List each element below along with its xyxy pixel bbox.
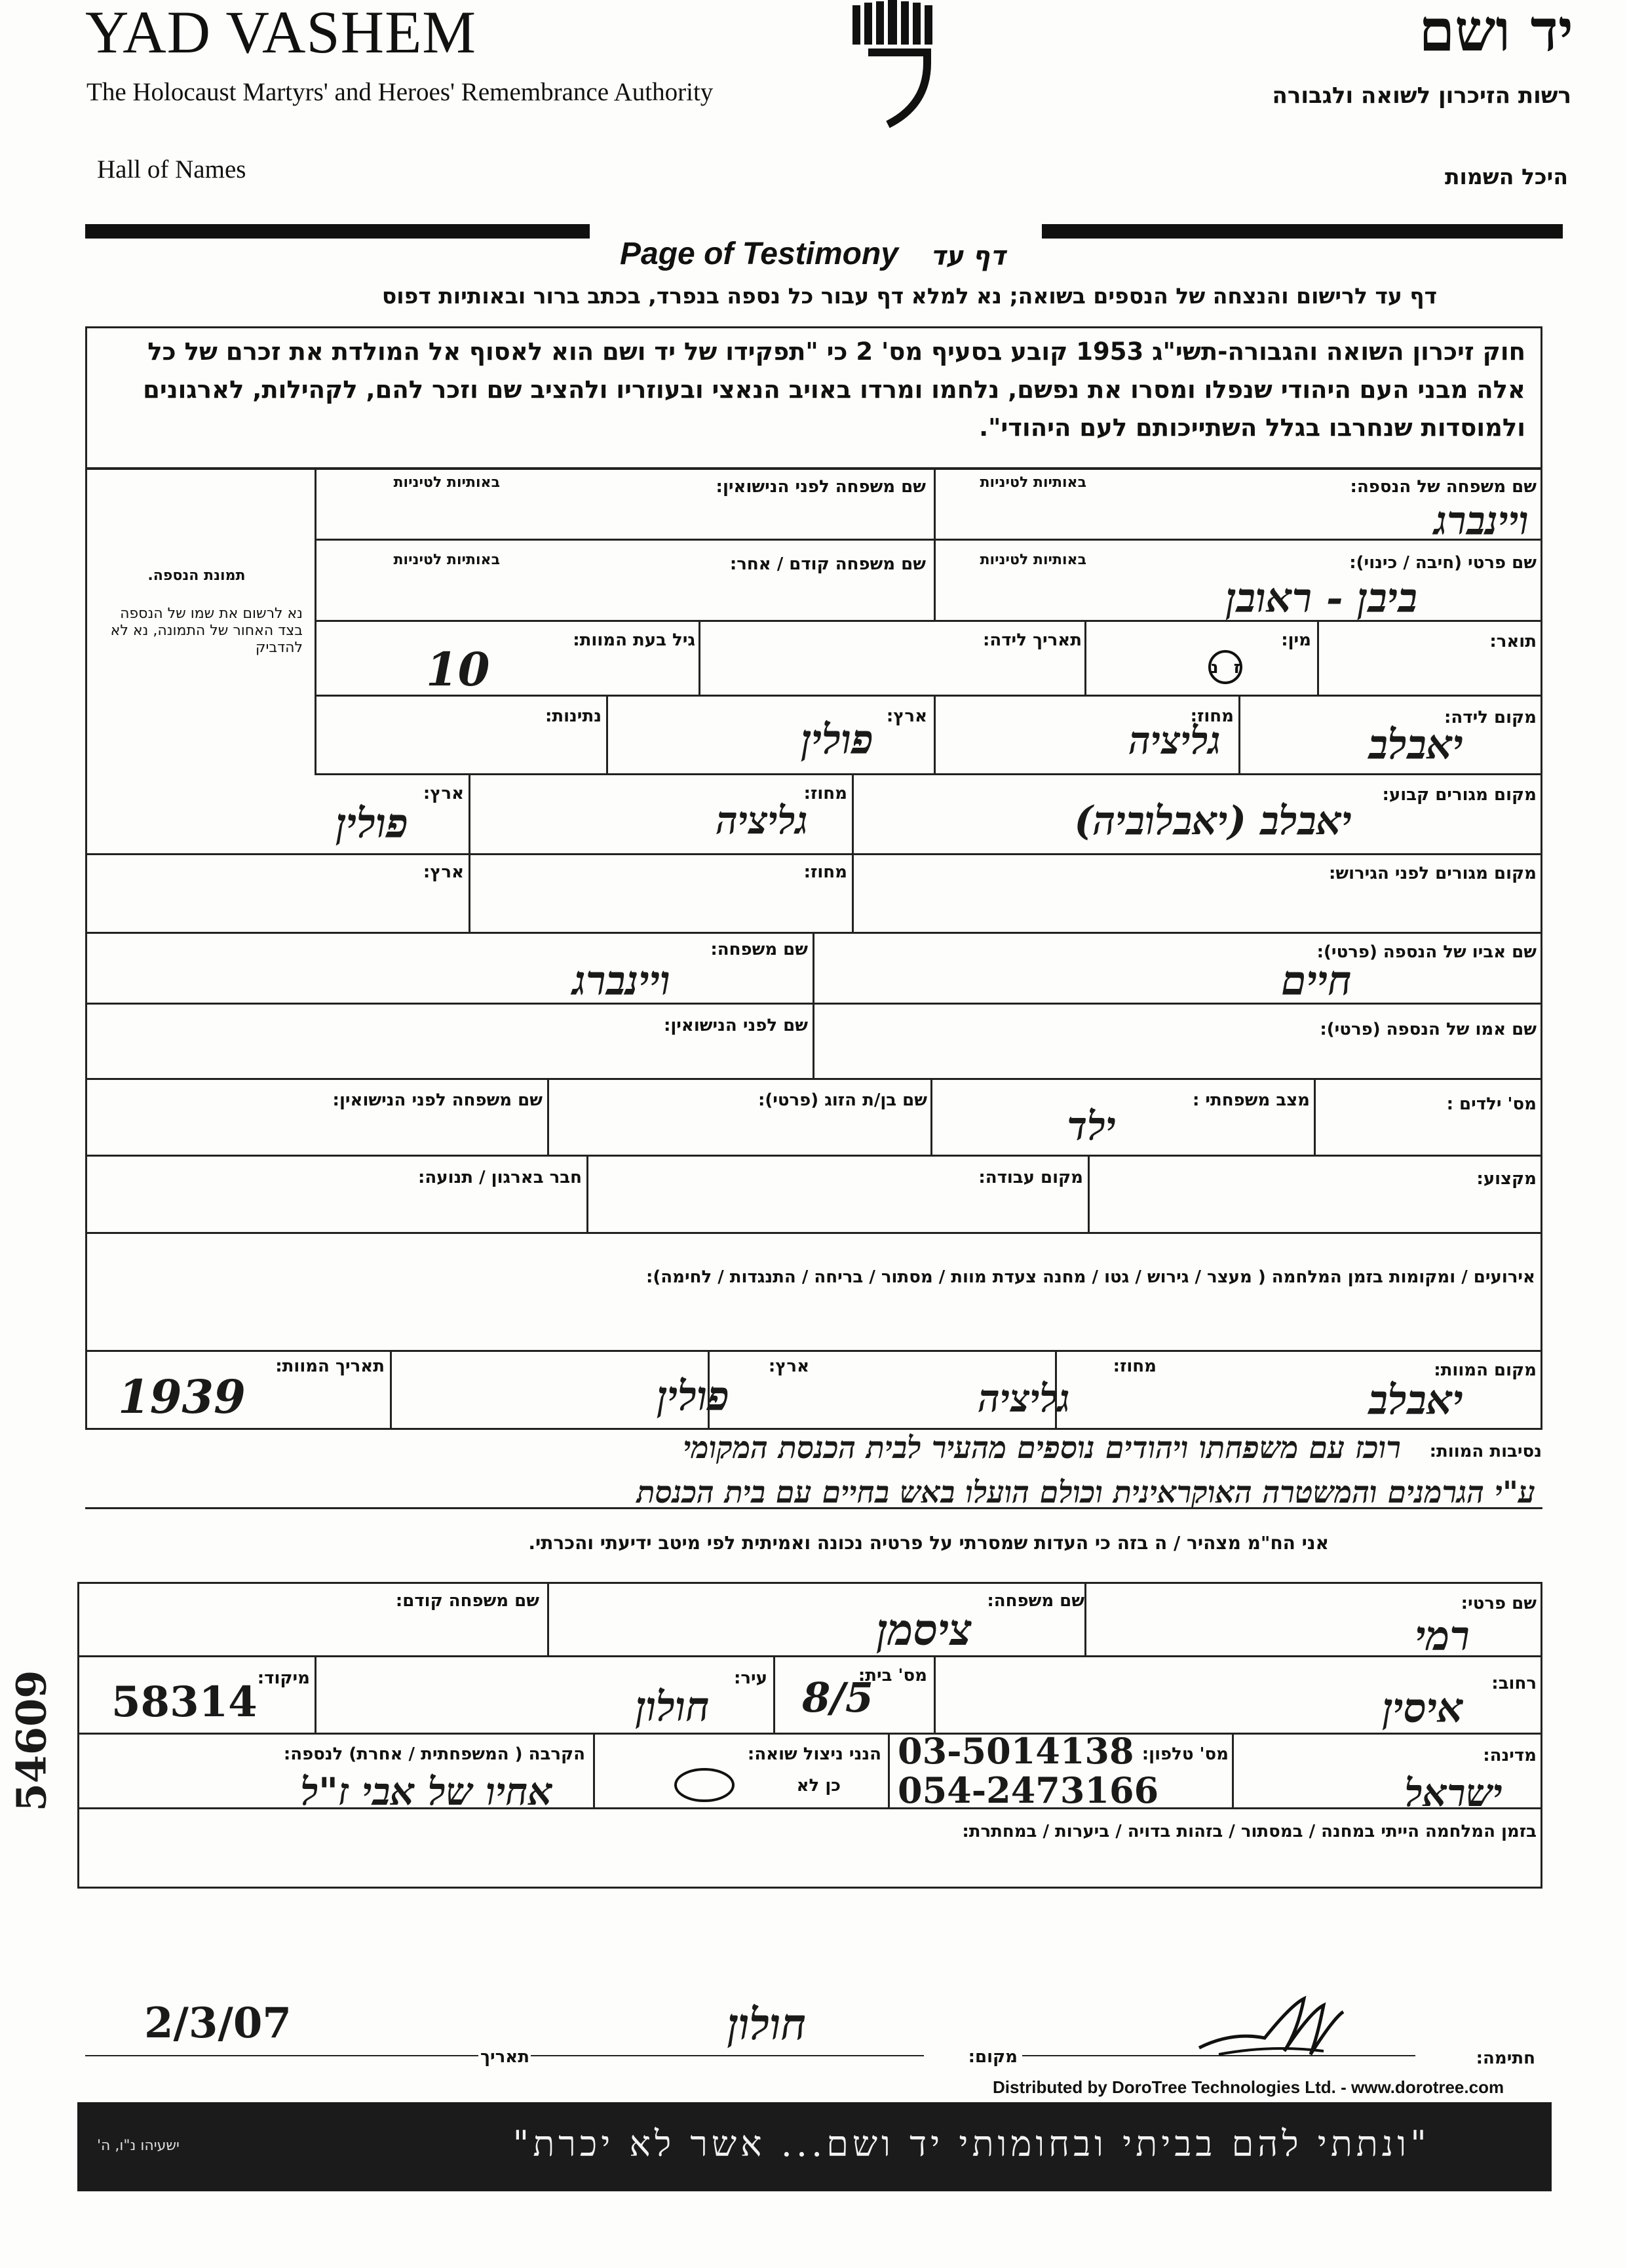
- witness-first-name: רמי: [1415, 1612, 1470, 1660]
- label-latin-4: באותיות לטיניות: [393, 552, 500, 568]
- victim-surname: ויינברג: [1434, 498, 1529, 544]
- label-house: מס' בית:: [858, 1666, 927, 1685]
- label-maiden-name: שם משפחה לפני הנישואין:: [716, 477, 926, 497]
- label-birth-place: מקום לידה:: [1444, 708, 1537, 727]
- death-country: פולין: [657, 1372, 729, 1420]
- father-name: חיים: [1281, 957, 1352, 1005]
- label-workplace: מקום עבודה:: [978, 1168, 1083, 1187]
- label-father: שם אביו של הנספה (פרטי):: [1316, 942, 1537, 962]
- relation: אחיו של אבי ז"ל: [300, 1769, 552, 1814]
- label-prev-surname: שם משפחה קודם / אחר:: [729, 554, 926, 574]
- label-pre-deport: מקום מגורים לפני הגירוש:: [1328, 864, 1537, 883]
- title-bar-right: [1042, 224, 1563, 239]
- death-circ-line1: רוכז עם משפחתו ויהודים נוספים מהעיר לבית הכנסת המקומי: [683, 1430, 1401, 1465]
- label-w-surname: שם משפחה:: [987, 1591, 1084, 1611]
- state: ישראל: [1404, 1771, 1503, 1815]
- label-title: תואר:: [1489, 632, 1537, 651]
- zip-code: 58314: [111, 1678, 258, 1727]
- label-date: תאריך: [480, 2047, 529, 2067]
- label-father-surname: שם משפחה:: [710, 940, 808, 959]
- hall-of-names-he: היכל השמות: [1445, 164, 1568, 189]
- age-at-death: 10: [426, 642, 490, 697]
- perm-region: גליציה: [716, 798, 808, 843]
- label-state: מדינה:: [1483, 1746, 1537, 1765]
- label-first-name: שם פרטי (חיבה / כינוי):: [1349, 553, 1537, 573]
- label-death-region: מחוז:: [1113, 1356, 1157, 1376]
- label-birth-country: ארץ:: [886, 706, 927, 726]
- label-events: אירועים / ומקומות בזמן המלחמה ( מעצר / גירוש / גטו / מחנה צעדת מוות / מסתור / בריחה / התנגדות / לחימה):: [645, 1267, 1535, 1287]
- footer-source: ישעיהו נ"ו, ה': [97, 2138, 180, 2154]
- label-profession: מקצוע:: [1476, 1169, 1537, 1189]
- label-city: עיר:: [733, 1668, 767, 1688]
- label-death-circ: נסיבות המוות:: [1429, 1442, 1542, 1461]
- label-latin-2: באותיות לטיניות: [393, 474, 500, 491]
- label-place: מקום:: [968, 2047, 1018, 2067]
- label-victim-surname: שם משפחה של הנספה:: [1350, 477, 1537, 497]
- title-bar-left: [85, 224, 590, 239]
- gender-circle-mark: [1206, 647, 1245, 687]
- footer-quote: "ונתתי להם בביתי ובחומותי יד ושם... אשר לא יכרת": [512, 2123, 1430, 2164]
- label-nationality: נתינות:: [545, 706, 602, 726]
- label-zip: מיקוד:: [257, 1668, 310, 1688]
- label-street: רחוב:: [1491, 1674, 1537, 1693]
- label-relation: הקרבה ( המשפחתית / אחרת) לנספה:: [283, 1744, 585, 1764]
- perm-country: פולין: [335, 799, 408, 847]
- birth-country: פולין: [801, 716, 873, 763]
- label-death-date: תאריך המוות:: [275, 1356, 385, 1376]
- survivor-circle-mark: [672, 1765, 737, 1805]
- label-phone: מס' טלפון:: [1141, 1744, 1229, 1764]
- label-perm-residence: מקום מגורים קבוע:: [1382, 785, 1537, 805]
- father-surname: ויינברג: [572, 957, 670, 1005]
- label-signature: חתימה:: [1476, 2048, 1535, 2068]
- birth-region: גליציה: [1128, 718, 1221, 763]
- witness-section: [77, 1582, 1542, 1889]
- label-gender-options[interactable]: ז נ: [1210, 658, 1240, 678]
- label-member: חבר בארגון / תנועה:: [418, 1168, 582, 1187]
- death-circ-line2: ע"י הגרמנים והמשטרה האוקראינית וכולם הועלו באש בחיים עם בית הכנסת: [636, 1474, 1535, 1510]
- house-number: 8/5: [802, 1674, 873, 1721]
- law-text: חוק זיכרון השואה והגבורה-תשי"ג 1953 קובע בסעיף מס' 2 כי "תפקידו של יד ושם הוא לאסוף אל המולדת את זכרם של כל אלה מבני העם היהודי שנפלו ומסרו את נפשם, נלחמו ומרדו באויב הנאצי ובעוזריו ולהציב שם וזכר להם, לקהילות, לארגונים ולמוסדות שנחרבו בגלל השתייכותם לעם היהודי".: [143, 337, 1525, 442]
- title-en: Page of Testimony: [620, 237, 898, 271]
- label-children: מס' ילדים :: [1446, 1094, 1537, 1114]
- victim-first-name: ביבן - ראובן: [1225, 574, 1417, 622]
- sign-place: חולון: [727, 1999, 807, 2050]
- label-perm-country: ארץ:: [423, 784, 464, 803]
- photo-title: תמונת הנספה.: [147, 567, 246, 584]
- distributed-by: Distributed by DoroTree Technologies Ltd. - www.dorotree.com: [993, 2077, 1504, 2097]
- label-pre-deport-country: ארץ:: [423, 862, 464, 882]
- label-age-death: גיל בעת המוות:: [573, 630, 695, 650]
- label-w-prev: שם משפחה קודם:: [395, 1591, 539, 1611]
- photo-note: נא לרשום את שמו של הנספה בצד האחור של התמונה, נא לא להדביק: [110, 605, 303, 656]
- label-birth-region: מחוז:: [1190, 706, 1234, 726]
- instructions: דף עד לרישום והנצחה של הנספים בשואה; נא למלא דף עבור כל נספה בנפרד, בכתב ברור ובאותיות דפוס: [381, 283, 1437, 309]
- label-survivor: הנני ניצול שואה:: [747, 1744, 881, 1764]
- label-latin-1: באותיות לטיניות: [980, 474, 1086, 491]
- yad-vashem-logo: [849, 0, 947, 131]
- label-marital: מצב משפחתי :: [1192, 1090, 1310, 1110]
- declaration: אני הח"מ מצהיר / ה בזה כי העדות שמסרתי על פרטיה נכונה ואמיתית לפי מיטב ידיעתי והכרתי.: [528, 1532, 1329, 1554]
- label-pre-deport-region: מחוז:: [803, 862, 847, 882]
- death-date: 1939: [118, 1370, 246, 1424]
- label-gender: מין:: [1281, 630, 1311, 650]
- label-mother-maiden: שם לפני הנישואין:: [663, 1016, 808, 1035]
- label-death-country: ארץ:: [768, 1356, 809, 1376]
- org-subtitle-he: רשות הזיכרון לשואה ולגבורה: [1272, 83, 1571, 109]
- label-spouse: שם בן/ת הזוג (פרטי):: [757, 1090, 927, 1110]
- death-region: גליציה: [978, 1376, 1070, 1421]
- birth-place: יאבלב: [1368, 721, 1463, 769]
- street: איסין: [1382, 1684, 1463, 1732]
- title-he: דף עד: [930, 241, 1006, 271]
- label-wartime: בזמן המלחמה הייתי במחנה / במסתור / בזהות בדויה / ביערות / במחתרת:: [962, 1822, 1537, 1841]
- margin-number: 54609: [7, 1670, 56, 1812]
- phone-1: 03-5014138: [898, 1730, 1134, 1772]
- marital-status: ילד: [1067, 1104, 1116, 1149]
- signature-image: [1193, 1992, 1350, 2064]
- perm-residence: יאבלב (יאבלוביה): [1074, 798, 1352, 844]
- org-name-en: YAD VASHEM: [85, 0, 477, 66]
- org-subtitle-en: The Holocaust Martyrs' and Heroes' Remembrance Authority: [86, 78, 714, 106]
- phone-2: 054-2473166: [898, 1769, 1159, 1811]
- label-w-first: שם פרטי:: [1461, 1594, 1537, 1613]
- label-death-place: מקום המוות:: [1434, 1360, 1537, 1380]
- label-birth-date: תאריך לידה:: [983, 630, 1082, 650]
- hall-of-names-en: Hall of Names: [97, 155, 246, 183]
- city: חולון: [635, 1683, 710, 1731]
- death-place: יאבלב: [1368, 1376, 1463, 1424]
- org-name-he: יד ושם: [1419, 0, 1573, 64]
- label-survivor-options[interactable]: כן לא: [796, 1776, 841, 1796]
- label-perm-region: מחוז:: [803, 784, 847, 803]
- label-latin-3: באותיות לטיניות: [980, 552, 1086, 568]
- death-circ-underline: [85, 1507, 1542, 1509]
- witness-surname: ציסמן: [876, 1604, 972, 1655]
- label-spouse-maiden: שם משפחה לפני הנישואין:: [332, 1090, 543, 1110]
- sign-date: 2/3/07: [144, 1999, 292, 2048]
- label-mother: שם אמו של הנספה (פרטי):: [1320, 1020, 1537, 1039]
